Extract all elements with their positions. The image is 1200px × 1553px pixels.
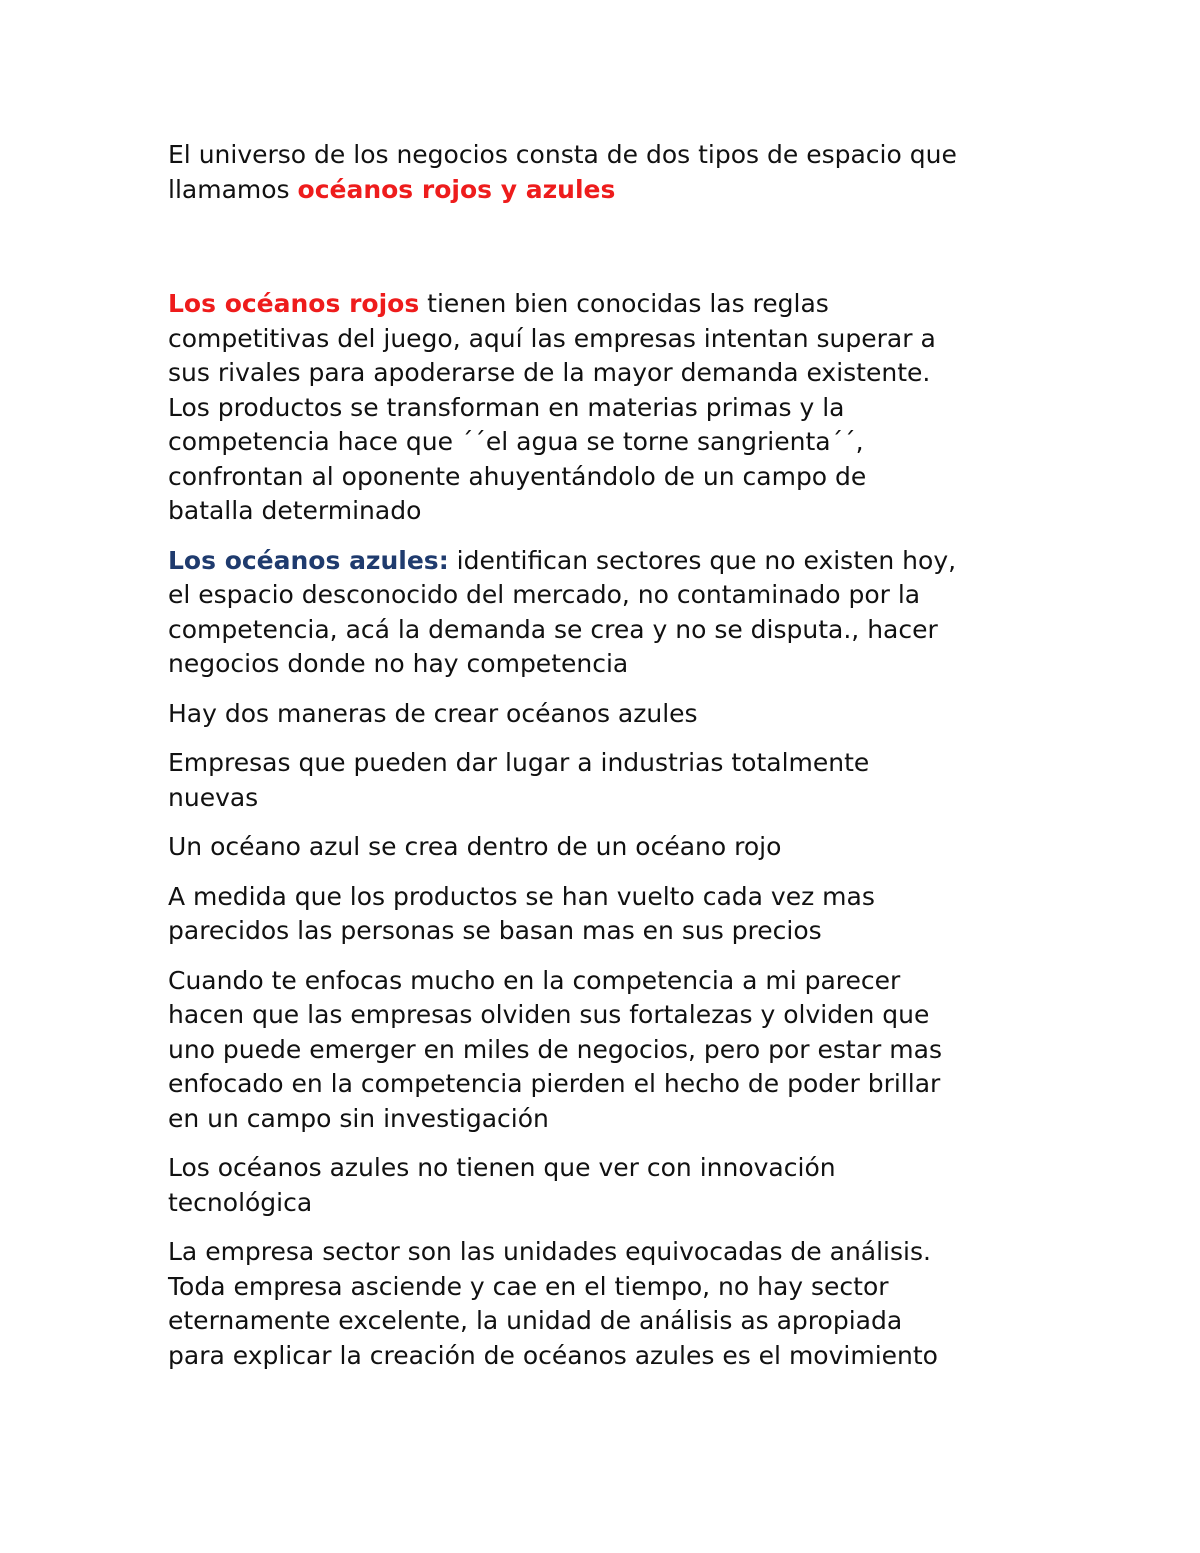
blue-oceans-paragraph <box>168 544 1048 682</box>
paragraph-line: nuevas <box>168 782 259 812</box>
paragraph-line: Cuando te enfocas mucho en la competencia a mi parecer <box>168 965 901 995</box>
paragraph-innovation <box>168 1151 1048 1220</box>
red-oceans-line-1 <box>168 287 1048 322</box>
red-oceans-line: sus rivales para apoderarse de la mayor demanda existente. <box>168 358 931 387</box>
intro-line-2 <box>168 173 1048 208</box>
red-oceans-line: batalla determinado <box>168 496 422 525</box>
paragraph-line: uno puede emerger en miles de negocios, pero por estar mas <box>168 1034 942 1064</box>
paragraph-line: en un campo sin investigación <box>168 1103 549 1133</box>
blue-oceans-line-1 <box>168 544 1048 579</box>
paragraph-line: parecidos las personas se basan mas en sus precios <box>168 916 822 945</box>
paragraph-within-red <box>168 830 1048 865</box>
paragraph-prices <box>168 880 1048 949</box>
paragraph-line: tecnológica <box>168 1187 313 1217</box>
paragraph-line: enfocado en la competencia pierden el hecho de poder brillar <box>168 1069 941 1098</box>
paragraph-line: hacen que las empresas olviden sus fortalezas y olviden que <box>168 1000 930 1029</box>
paragraph-line: La empresa sector son las unidades equivocadas de análisis. <box>168 1237 931 1266</box>
paragraph-line: A medida que los productos se han vuelto cada vez mas <box>168 881 875 911</box>
red-oceans-line: competitivas del juego, aquí las empresas intentan superar a <box>168 323 936 353</box>
blue-oceans-line-1-rest: identifican sectores que no existen hoy, <box>448 545 957 575</box>
paragraph-line: Toda empresa asciende y cae en el tiempo, no hay sector <box>168 1271 889 1301</box>
intro-line-2-prefix: llamamos <box>168 174 298 204</box>
blue-oceans-line: negocios donde no hay competencia <box>168 649 629 678</box>
blue-oceans-line: competencia, acá la demanda se crea y no se disputa., hacer <box>168 614 938 644</box>
red-oceans-line-1-rest: tienen bien conocidas las reglas <box>419 289 829 318</box>
document-page <box>168 138 1048 1388</box>
paragraph-competition-focus <box>168 964 1048 1137</box>
red-oceans-line: confrontan al oponente ahuyentándolo de un campo de <box>168 461 867 491</box>
blue-oceans-line: el espacio desconocido del mercado, no contaminado por la <box>168 580 921 609</box>
paragraph-new-industries <box>168 746 1048 815</box>
spacer <box>168 222 1048 287</box>
intro-line-1: El universo de los negocios consta de dos tipos de espacio que <box>168 140 957 169</box>
paragraph-two-ways <box>168 697 1048 732</box>
intro-highlight: océanos rojos y azules <box>297 174 616 204</box>
red-oceans-line: Los productos se transforman en materias primas y la <box>168 392 845 422</box>
red-oceans-heading: Los océanos rojos <box>168 289 420 318</box>
paragraph-line: Los océanos azules no tienen que ver con innovación <box>168 1153 836 1182</box>
intro-paragraph <box>168 138 1048 207</box>
paragraph-unit-of-analysis <box>168 1235 1048 1373</box>
paragraph-line: Un océano azul se crea dentro de un océano rojo <box>168 832 782 861</box>
red-oceans-paragraph <box>168 287 1048 529</box>
paragraph-line: Hay dos maneras de crear océanos azules <box>168 698 698 728</box>
paragraph-line: eternamente excelente, la unidad de análisis as apropiada <box>168 1306 903 1335</box>
paragraph-line: Empresas que pueden dar lugar a industrias totalmente <box>168 748 870 777</box>
blue-oceans-heading: Los océanos azules: <box>168 545 449 575</box>
paragraph-line: para explicar la creación de océanos azules es el movimiento <box>168 1340 938 1370</box>
red-oceans-line: competencia hace que ´´el agua se torne sangrienta´´, <box>168 427 864 456</box>
